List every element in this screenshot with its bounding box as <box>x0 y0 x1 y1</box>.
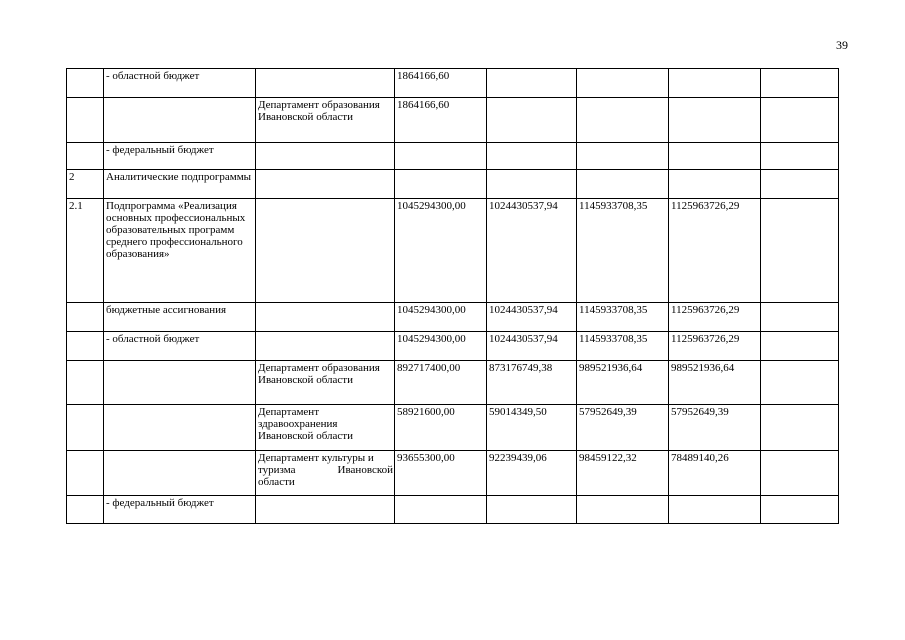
executor-cell: Департамент здравоохранения Ивановской области <box>256 405 395 451</box>
value-cell: 1045294300,00 <box>395 303 487 332</box>
budget-table <box>66 68 839 524</box>
value-cell <box>669 496 761 524</box>
value-cell: 57952649,39 <box>577 405 669 451</box>
row-number-cell <box>67 303 104 332</box>
executor-cell <box>256 199 395 303</box>
value-cell <box>395 496 487 524</box>
table-row <box>67 405 839 451</box>
value-cell <box>761 98 839 143</box>
value-cell <box>669 69 761 98</box>
table-row <box>67 496 839 524</box>
row-name-cell: Аналитические подпрограммы <box>104 170 256 199</box>
value-cell <box>487 143 577 170</box>
value-cell: 1864166,60 <box>395 98 487 143</box>
value-cell: 98459122,32 <box>577 451 669 496</box>
value-cell <box>761 361 839 405</box>
value-cell: 873176749,38 <box>487 361 577 405</box>
row-number-cell <box>67 332 104 361</box>
value-cell: 1045294300,00 <box>395 199 487 303</box>
value-cell: 1024430537,94 <box>487 199 577 303</box>
row-name-cell <box>104 451 256 496</box>
executor-line: туризма Ивановской <box>258 464 393 476</box>
table-row <box>67 199 839 303</box>
value-cell: 1024430537,94 <box>487 332 577 361</box>
value-cell: 78489140,26 <box>669 451 761 496</box>
row-name-cell: бюджетные ассигнования <box>104 303 256 332</box>
row-number-cell <box>67 69 104 98</box>
value-cell: 93655300,00 <box>395 451 487 496</box>
value-cell: 58921600,00 <box>395 405 487 451</box>
value-cell: 1045294300,00 <box>395 332 487 361</box>
row-number-cell: 2 <box>67 170 104 199</box>
executor-cell <box>256 332 395 361</box>
value-cell: 1864166,60 <box>395 69 487 98</box>
value-cell <box>669 143 761 170</box>
executor-cell <box>256 69 395 98</box>
row-name-cell <box>104 405 256 451</box>
table-row <box>67 303 839 332</box>
value-cell <box>577 143 669 170</box>
value-cell <box>487 170 577 199</box>
value-cell <box>761 405 839 451</box>
table-row <box>67 332 839 361</box>
value-cell <box>487 69 577 98</box>
value-cell <box>669 98 761 143</box>
row-name-cell: - федеральный бюджет <box>104 143 256 170</box>
value-cell <box>395 170 487 199</box>
value-cell: 1145933708,35 <box>577 303 669 332</box>
value-cell <box>761 69 839 98</box>
row-name-cell: Подпрограмма «Реализация основных профессиональных образовательных программ среднего профессионального образования» <box>104 199 256 303</box>
executor-cell <box>256 496 395 524</box>
executor-cell <box>256 143 395 170</box>
value-cell <box>577 496 669 524</box>
value-cell: 57952649,39 <box>669 405 761 451</box>
row-number-cell: 2.1 <box>67 199 104 303</box>
executor-cell <box>256 303 395 332</box>
value-cell <box>761 303 839 332</box>
value-cell: 1024430537,94 <box>487 303 577 332</box>
value-cell <box>761 143 839 170</box>
value-cell: 59014349,50 <box>487 405 577 451</box>
table-row <box>67 170 839 199</box>
value-cell <box>577 170 669 199</box>
table-row <box>67 98 839 143</box>
value-cell <box>761 170 839 199</box>
table-row <box>67 361 839 405</box>
value-cell <box>761 496 839 524</box>
executor-line: Департамент культуры и <box>258 452 374 464</box>
row-number-cell <box>67 451 104 496</box>
row-name-cell <box>104 98 256 143</box>
executor-line: области <box>258 476 295 488</box>
executor-cell: Департамент образования Ивановской области <box>256 98 395 143</box>
table-row <box>67 451 839 496</box>
page-number: 39 <box>836 38 848 52</box>
row-name-cell <box>104 361 256 405</box>
row-name-cell: - федеральный бюджет <box>104 496 256 524</box>
value-cell <box>395 143 487 170</box>
row-number-cell <box>67 405 104 451</box>
value-cell <box>487 496 577 524</box>
value-cell: 1125963726,29 <box>669 199 761 303</box>
row-number-cell <box>67 98 104 143</box>
value-cell: 92239439,06 <box>487 451 577 496</box>
value-cell <box>669 170 761 199</box>
executor-cell: Департамент образования Ивановской области <box>256 361 395 405</box>
value-cell: 1125963726,29 <box>669 303 761 332</box>
table-row <box>67 143 839 170</box>
row-name-cell: - областной бюджет <box>104 69 256 98</box>
executor-cell <box>256 451 395 496</box>
value-cell <box>577 69 669 98</box>
value-cell: 989521936,64 <box>669 361 761 405</box>
value-cell <box>487 98 577 143</box>
row-number-cell <box>67 361 104 405</box>
row-number-cell <box>67 143 104 170</box>
value-cell <box>577 98 669 143</box>
executor-cell <box>256 170 395 199</box>
row-number-cell <box>67 496 104 524</box>
table-row <box>67 69 839 98</box>
value-cell <box>761 451 839 496</box>
value-cell <box>761 332 839 361</box>
value-cell <box>761 199 839 303</box>
value-cell: 1125963726,29 <box>669 332 761 361</box>
value-cell: 1145933708,35 <box>577 199 669 303</box>
value-cell: 892717400,00 <box>395 361 487 405</box>
value-cell: 1145933708,35 <box>577 332 669 361</box>
value-cell: 989521936,64 <box>577 361 669 405</box>
row-name-cell: - областной бюджет <box>104 332 256 361</box>
